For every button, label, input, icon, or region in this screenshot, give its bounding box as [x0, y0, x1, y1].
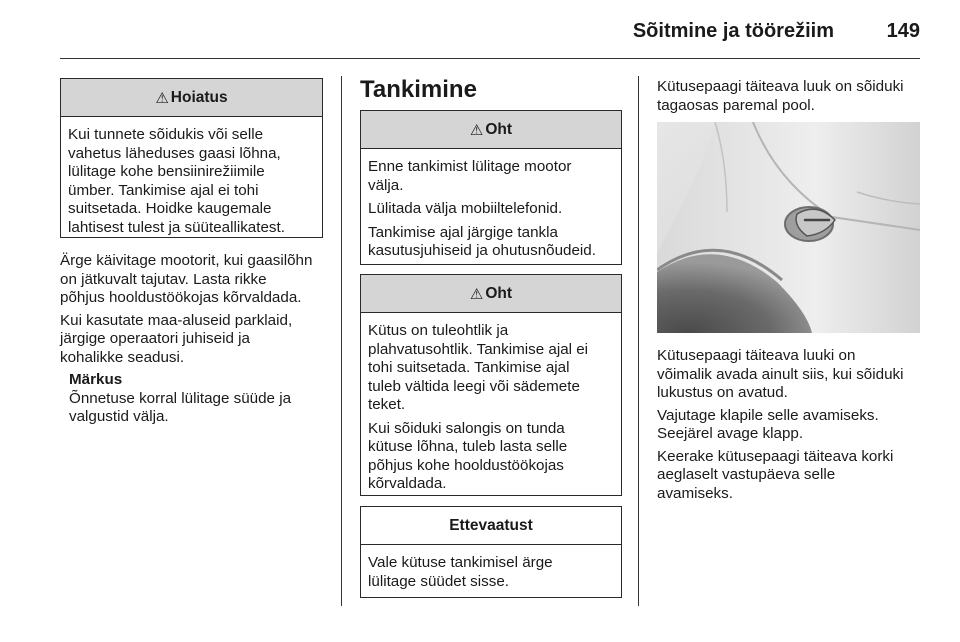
text-line: suitsetada. Hoidke kaugemale	[68, 200, 272, 217]
danger-heading: Oht	[485, 284, 513, 302]
warning-triangle-icon: ⚠	[469, 285, 484, 303]
text-line: Vajutage klapile selle avamiseks.	[657, 406, 879, 424]
text-line: Lülitada välja mobiiltelefonid.	[368, 200, 563, 217]
paragraph	[368, 158, 614, 195]
text-line: Kui kasutate maa-aluseid parklaid,	[60, 311, 293, 329]
text-line: kohalikke seadusi.	[60, 348, 185, 366]
text-line: plahvatusohtlik. Tankimise ajal ei	[368, 340, 589, 358]
paragraph	[657, 407, 927, 444]
text-line: teket.	[368, 396, 406, 413]
text-line: tohi suitsetada. Tankimise ajal	[368, 359, 570, 376]
text-line: aeglaselt vastupäeva selle	[657, 466, 836, 483]
danger-box-header	[361, 275, 621, 313]
text-line: kõrvaldada.	[368, 475, 447, 492]
text-line: Kütus on tuleohtlik ja	[368, 322, 509, 339]
text-line: vahetus läheduses gaasi lõhna,	[68, 144, 281, 162]
chapter-title: Sõitmine ja töörežiim	[632, 20, 834, 42]
header-divider	[60, 58, 920, 59]
col3-intro	[657, 78, 927, 115]
text-line: tuleb vältida leegi või sädemete	[368, 377, 580, 395]
danger-heading: Oht	[485, 120, 513, 138]
text-line: Kui sõiduki salongis on tunda	[368, 419, 565, 437]
danger-box	[360, 110, 622, 265]
text-line: on jätkuvalt tajutav. Lasta rikke	[60, 270, 267, 288]
warning-body	[61, 117, 322, 237]
text-line: ümber. Tankimise ajal ei tohi	[68, 181, 259, 199]
text-line: lülitage kohe bensiinirežiimile	[68, 163, 265, 180]
caution-box	[360, 506, 622, 598]
text-line: Keerake kütusepaagi täiteava korki	[657, 447, 894, 465]
col1-text	[60, 252, 340, 427]
text-line: põhjus kohe hooldustöökojas	[368, 456, 564, 474]
page-number: 149	[886, 20, 920, 42]
text-line: Kütusepaagi täiteava luuk on sõiduki	[657, 78, 904, 95]
text-line: Õnnetuse korral lülitage süüde ja	[69, 389, 292, 407]
text-line: Kui tunnete sõidukis või selle	[68, 126, 264, 143]
text-line: Kütusepaagi täiteava luuki on	[657, 347, 856, 364]
page-header	[60, 14, 920, 54]
text-line: Ärge käivitage mootorit, kui gaasilõhn	[60, 252, 313, 269]
warning-triangle-icon: ⚠	[155, 89, 169, 107]
paragraph	[368, 200, 614, 219]
text-line: Tankimise ajal järgige tankla	[368, 223, 558, 241]
text-line: lülitage süüdet sisse.	[368, 572, 509, 590]
paragraph	[657, 448, 927, 504]
text-line: Seejärel avage klapp.	[657, 425, 804, 442]
column-divider	[638, 76, 639, 606]
danger-body	[361, 149, 621, 261]
text-line: põhjus hooldustöökojas kõrvaldada.	[60, 289, 302, 306]
note	[60, 371, 340, 427]
text-line: järgige operaatori juhiseid ja	[60, 330, 250, 347]
danger-body	[361, 313, 621, 494]
text-line: kütuse lõhna, tuleb lasta selle	[368, 438, 568, 455]
text-line: võimalik avada ainult siis, kui sõiduki	[657, 365, 904, 383]
text-line: tagaosas paremal pool.	[657, 96, 815, 114]
caution-box-header	[361, 507, 621, 545]
danger-box-header	[361, 111, 621, 149]
caution-heading: Ettevaatust	[449, 516, 533, 534]
paragraph	[368, 322, 614, 415]
fuel-flap-photo	[657, 122, 920, 333]
warning-box-header	[61, 79, 322, 117]
text-line: Enne tankimist lülitage mootor	[368, 158, 572, 175]
text-line: lahtisest tulest ja süüteallikatest.	[68, 218, 285, 236]
text-line: kasutusjuhiseid ja ohutusnõudeid.	[368, 242, 596, 259]
col3-text	[657, 347, 927, 507]
warning-box	[60, 78, 323, 238]
text-line: Vale kütuse tankimisel ärge	[368, 554, 553, 571]
column-divider	[341, 76, 342, 606]
text-line: lukustus on avatud.	[657, 384, 788, 401]
caution-body	[361, 545, 621, 591]
danger-box	[360, 274, 622, 496]
paragraph	[657, 347, 927, 403]
text-line: välja.	[368, 176, 404, 194]
warning-heading: Hoiatus	[170, 88, 228, 106]
warning-triangle-icon: ⚠	[469, 121, 484, 139]
paragraph	[368, 224, 614, 261]
paragraph	[60, 312, 340, 368]
section-title: Tankimine	[360, 76, 477, 103]
paragraph	[368, 420, 614, 494]
text-line: avamiseks.	[657, 484, 733, 502]
text-line: valgustid välja.	[69, 408, 169, 425]
note-label: Märkus	[69, 371, 123, 388]
paragraph	[60, 252, 340, 308]
